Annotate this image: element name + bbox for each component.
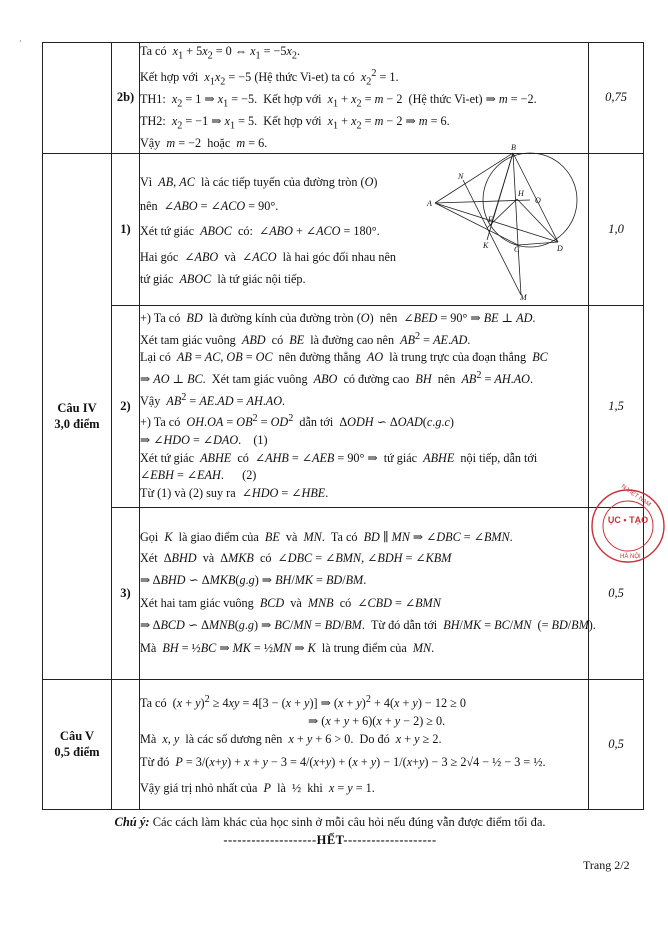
stamp-ring-top: N VIỆT NAM xyxy=(619,483,652,509)
note xyxy=(0,815,660,830)
note-label: Chú ý: xyxy=(114,815,150,829)
fig-label-n: N xyxy=(458,172,464,181)
fig-label-h: H xyxy=(518,189,524,198)
solution-4-1: Vì AB, AC là các tiếp tuyến của đường tròn (O) nên ∠ABO = ∠ACO = 90°. Xét tứ giác ABOC có: ∠ABO + ∠ACO = 180°. Hai góc ∠ABO và ∠ACO là hai góc đối nhau nên tứ giác ABOC là tứ giác nội tiếp. xyxy=(140,153,589,305)
row-5 xyxy=(43,679,644,809)
row-4-2 xyxy=(43,305,644,507)
solution-5: Ta có $(x + y)^2 \ge 4xy = 4[3 - (x + y)]$ ⇒ $(x + y)^2 + 4(x + y) - 12 \ge 0$ ⇒ (x + y + 6)(x + y − 2) ≥ 0. Mà x, y là các số dương nên x + y + 6 > 0. Do đó x + y ≥ 2. Từ đó P = 3/(x+y) + x + y − 3 = 4/(x+y) + (x + y) − 1/(x+y) − 3 ≥ 2√4 − ½ − 3 = ½. Vậy giá trị nhỏ nhất của P là ½ khi x = y = 1. xyxy=(140,679,589,809)
fig-label-k: K xyxy=(483,241,489,250)
section-cau-v: Câu V 0,5 điểm xyxy=(43,679,112,809)
solution-4-2: +) Ta có BD là đường kính của đường tròn (O) nên ∠BED = 90° ⇒ BE ⊥ AD. Xét tam giác vuông ABD có BE là đường cao nên $AB^2 = AE.AD$. Lại có AB = AC, OB = OC nên đường thẳng AO là trung trực của đoạn thẳng BC ⇒ AO ⊥ BC. Xét tam giác vuông ABO có đường cao BH nên $AB^2 = AH.AO$. Vậy $AB^2 = AE.AD = AH.AO$. +) Ta có $OH.OA = OB^2 = OD^2$ dẫn tới ΔODH ∽ ΔOAD(c.g.c) ⇒ ∠HDO = ∠DAO. (1) Xét tứ giác ABHE có ∠AHB = ∠AEB = 90° ⇒ tứ giác ABHE nội tiếp, dẫn tới ∠EBH = ∠EAH. (2) Từ (1) và (2) suy ra ∠HDO = ∠HBE. xyxy=(140,305,589,507)
end-marker: --------------------HẾT-------------------- xyxy=(223,833,437,847)
stamp-ring-bottom: HÀ NỘI xyxy=(620,554,641,560)
part-empty xyxy=(112,679,140,809)
official-stamp xyxy=(588,483,668,566)
score-2b: 0,75 xyxy=(589,43,644,154)
fig-label-a: A xyxy=(427,199,432,208)
fig-label-d: D xyxy=(557,244,563,253)
solution-2b: Ta có $x_1 + 5x_2 = 0$ ⇔ $x_1 = -5x_2$. Kết hợp với $x_1x_2 = -5$ (Hệ thức Vi-et) ta có $x_2^2 = 1$. TH1: $x_2 = 1$ ⇒ $x_1 = -5$. Kết hợp với $x_1 + x_2 = m - 2$ (Hệ thức Vi-et) ⇒ m = −2. TH2: $x_2 = -1$ ⇒ $x_1 = 5$. Kết hợp với $x_1 + x_2 = m - 2$ ⇒ m = 6. Vậy m = −2 hoặc m = 6. xyxy=(140,43,589,154)
scan-mark: · xyxy=(19,37,22,46)
score-4-1: 1,0 xyxy=(589,153,644,305)
stamp-text: ỤC • TẠO xyxy=(607,515,649,525)
part-label: 3) xyxy=(112,507,140,679)
score-5: 0,5 xyxy=(589,679,644,809)
row-2b xyxy=(43,43,644,154)
section-cell-empty xyxy=(43,43,112,154)
note-text: Các cách làm khác của học sinh ở mỗi câu hỏi nếu đúng vẫn được điểm tối đa. xyxy=(149,815,546,829)
section-cau-iv: Câu IV 3,0 điểm xyxy=(43,153,112,679)
score-4-3: 0,5 xyxy=(589,507,644,679)
solution-4-3: Gọi K là giao điểm của BE và MN. Ta có BD ∥ MN ⇒ ∠DBC = ∠BMN. Xét ΔBHD và ΔMKB có ∠DBC = ∠BMN, ∠BDH = ∠KBM ⇒ ΔBHD ∽ ΔMKB(g.g) ⇒ BH/MK = BD/BM. Xét hai tam giác vuông BCD và MNB có ∠CBD = ∠BMN ⇒ ΔBCD ∽ ΔMNB(g.g) ⇒ BC/MN = BD/BM. Từ đó dẫn tới BH/MK = BC/MN (= BD/BM). Mà BH = ½BC ⇒ MK = ½MN ⇒ K là trung điểm của MN. xyxy=(140,507,589,679)
page-number: Trang 2/2 xyxy=(583,858,630,872)
row-4-3 xyxy=(43,507,644,679)
fig-label-c: C xyxy=(514,245,520,254)
part-label: 2b) xyxy=(112,43,140,154)
fig-label-e: E xyxy=(488,215,493,224)
geometry-figure xyxy=(425,143,580,302)
fig-label-o: O xyxy=(535,196,541,205)
score-4-2: 1,5 xyxy=(589,305,644,507)
part-label: 2) xyxy=(112,305,140,507)
fig-label-m: M xyxy=(520,293,527,302)
fig-label-b: B xyxy=(511,143,516,152)
part-label: 1) xyxy=(112,153,140,305)
